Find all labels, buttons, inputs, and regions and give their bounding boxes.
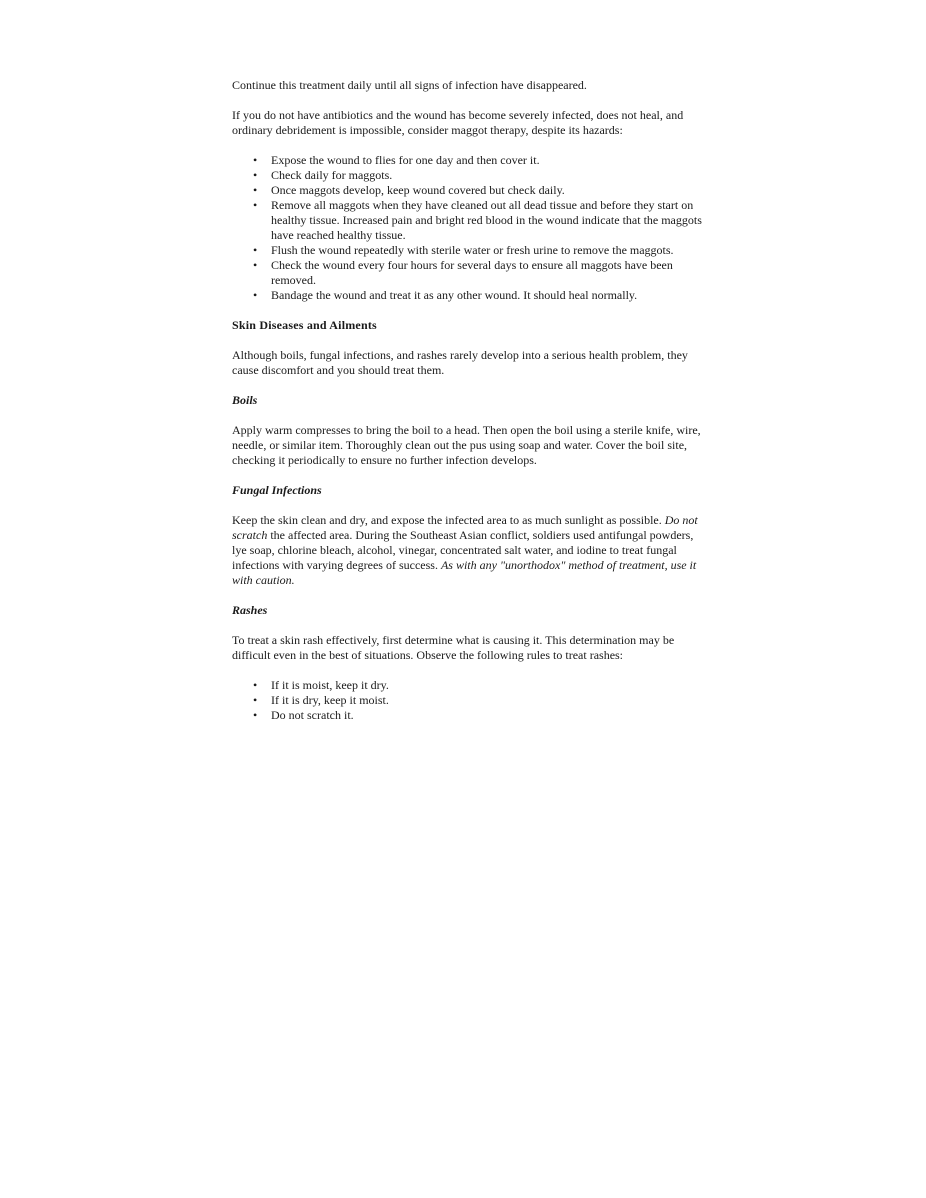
emphasis-do-not-scratch: Do not scratch [232, 513, 698, 542]
rashes-rules-list [232, 678, 702, 723]
subheading-boils: Boils [232, 393, 258, 407]
subheading-rashes: Rashes [232, 603, 268, 617]
bullet-icon: • [253, 288, 258, 302]
bullet-icon: • [253, 693, 258, 707]
list-item: • Flush the wound repeatedly with sterile water or fresh urine to remove the maggots. [253, 243, 674, 257]
bullet-icon: • [253, 198, 258, 212]
list-item: • Do not scratch it. [253, 708, 354, 722]
boils-paragraph: Apply warm compresses to bring the boil to a head. Then open the boil using a sterile knife, wire, needle, or similar item. Thoroughly clean out the pus using soap and water. Cover the boil site, checking it periodically to ensure no further infection develops. [232, 423, 701, 467]
list-item: • If it is dry, keep it moist. [253, 693, 389, 707]
intro-paragraph-2: If you do not have antibiotics and the wound has become severely infected, does not heal, and ordinary debridement is impossible, consider maggot therapy, despite its hazards: [232, 108, 684, 137]
list-item: • Check daily for maggots. [253, 168, 393, 182]
list-item: • Check the wound every four hours for several days to ensure all maggots have been removed. [253, 258, 673, 287]
emphasis-caution: As with any "unorthodox" method of treatment, use it with caution. [232, 558, 697, 587]
list-item: • Bandage the wound and treat it as any other wound. It should heal normally. [253, 288, 638, 302]
fungal-paragraph: Keep the skin clean and dry, and expose the infected area to as much sunlight as possible. Do not scratch the affected area. During the Southeast Asian conflict, soldiers used antifungal powders, lye soap, chlorine bleach, alcohol, vinegar, concentrated salt water, and iodine to treat fungal infections with varying degrees of success. As with any "unorthodox" method of treatment, use it with caution. [232, 513, 698, 587]
bullet-icon: • [253, 678, 258, 692]
document-page [232, 78, 702, 723]
intro-paragraph-1: Continue this treatment daily until all signs of infection have disappeared. [232, 78, 587, 92]
maggot-therapy-list [232, 153, 702, 303]
bullet-icon: • [253, 183, 258, 197]
section-heading-skin-diseases: Skin Diseases and Ailments [232, 318, 377, 332]
bullet-icon: • [253, 708, 258, 722]
list-item: • Once maggots develop, keep wound covered but check daily. [253, 183, 565, 197]
list-item: • Remove all maggots when they have cleaned out all dead tissue and before they start on healthy tissue. Increased pain and bright red blood in the wound indicate that the maggots have reached healthy tissue. [253, 198, 702, 242]
bullet-icon: • [253, 243, 258, 257]
list-item: • Expose the wound to flies for one day and then cover it. [253, 153, 540, 167]
skin-intro-paragraph: Although boils, fungal infections, and rashes rarely develop into a serious health problem, they cause discomfort and you should treat them. [232, 348, 688, 377]
bullet-icon: • [253, 258, 258, 272]
bullet-icon: • [253, 153, 258, 167]
bullet-icon: • [253, 168, 258, 182]
list-item: • If it is moist, keep it dry. [253, 678, 389, 692]
subheading-fungal-infections: Fungal Infections [232, 483, 322, 497]
rashes-paragraph: To treat a skin rash effectively, first determine what is causing it. This determination may be difficult even in the best of situations. Observe the following rules to treat rashes: [232, 633, 675, 662]
